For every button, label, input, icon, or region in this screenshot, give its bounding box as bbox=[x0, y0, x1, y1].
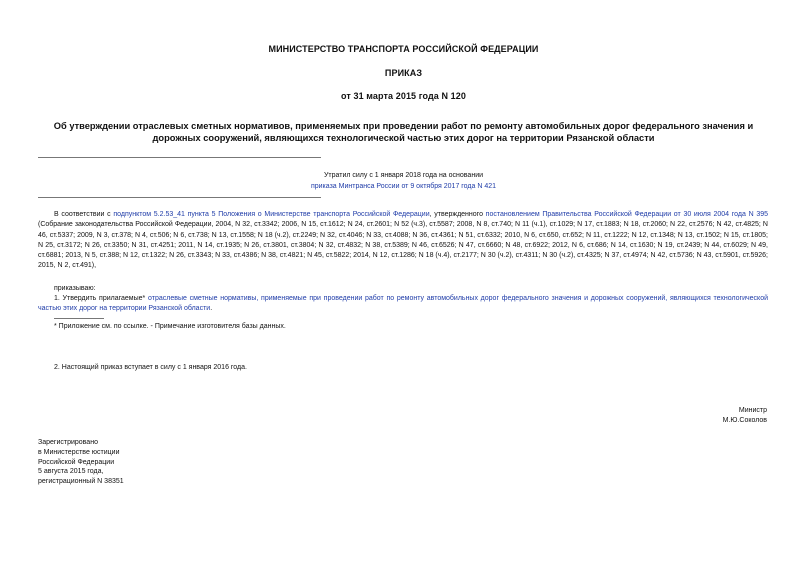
preamble-intro: В соответствии с bbox=[54, 211, 114, 218]
ministry-heading: МИНИСТЕРСТВО ТРАНСПОРТА РОССИЙСКОЙ ФЕДЕРАЦИИ bbox=[268, 44, 539, 54]
lost-force-text: Утратил силу с 1 января 2018 года на основании bbox=[323, 172, 484, 179]
signature-block bbox=[723, 406, 767, 426]
norms-link[interactable]: отраслевые сметные нормативы, применяемые при проведении работ по ремонту автомобильных дорог федерального значения и дорожных сооружений, являющихся технологической частью этих дорог на территории Рязанской области bbox=[38, 295, 769, 313]
divider-bottom bbox=[38, 197, 321, 198]
lost-force-note bbox=[0, 170, 807, 192]
regulation-link[interactable]: подпунктом 5.2.53_41 пункта 5 Положения о Министерстве транспорта Российской Федерации bbox=[113, 211, 430, 218]
registration-line: в Министерстве юстиции bbox=[38, 448, 120, 456]
registration-line: регистрационный N 38351 bbox=[38, 478, 124, 486]
footnote-divider bbox=[54, 318, 104, 319]
preamble-paragraph bbox=[38, 210, 768, 272]
registration-line: Зарегистрировано bbox=[38, 439, 98, 446]
registration-line: Российской Федерации bbox=[38, 458, 115, 466]
lost-force-link[interactable]: приказа Минтранса России от 9 октября 2017 года N 421 bbox=[310, 183, 497, 190]
item-1-tail: . bbox=[210, 305, 213, 313]
page-title: Об утверждении отраслевых сметных нормативов, применяемых при проведении работ по ремонту автомобильных дорог федерального значения и дорожных сооружений, являющихся технологической частью этих дорог на территории Рязанской области bbox=[53, 121, 754, 143]
order-word: приказываю: bbox=[54, 285, 96, 292]
item-2-paragraph: 2. Настоящий приказ вступает в силу с 1 января 2016 года. bbox=[54, 364, 247, 371]
preamble-mid: , утвержденного bbox=[429, 211, 486, 218]
signer-position: Министр bbox=[738, 407, 767, 414]
government-decree-link[interactable]: постановлением Правительства Российской Федерации от 30 июля 2004 года N 395 bbox=[485, 211, 769, 218]
registration-line: 5 августа 2015 года, bbox=[38, 468, 104, 476]
divider-top bbox=[38, 157, 321, 158]
doc-date-number: от 31 марта 2015 года N 120 bbox=[341, 91, 466, 101]
doc-type-heading: ПРИКАЗ bbox=[384, 68, 423, 78]
preamble-rest: (Собрание законодательства Российской Федерации, 2004, N 32, ст.3342; 2006, N 15, ст.1612; N 24, ст.2601; N 52 (ч.3), ст.5587; 2008, N 8, ст.740; N 11 (ч.1), ст.1029; N 17, ст.1883; N 18, ст.2060; N 22, ст.2576; N 42, ст.4825; N 46, ст.5337; 2009, N 3, ст.378; N 4, ст.506; N 6, ст.738; N 13, ст.1558; N 18 (ч.2), ст.2249; N 32, ст.4046; N 33, ст.4088; N 36, ст.4361; N 51, ст.6332; 2010, N 6, ст.650, ст.652; N 11, ст.1222; N 12, ст.1348; N 13, ст.1502; N 15, ст.1805; N 25, ст.3172; N 26, ст.3350; N 31, ст.4251; 2011, N 14, ст.1935; N 26, ст.3801, ст.3804; N 32, ст.4832; N 38, ст.5389; N 46, ст.6526; N 47, ст.6660; N 48, ст.6922; 2012, N 6, ст.686; N 14, ст.1630; N 19, ст.2439; N 44, ст.6029; N 49, ст.6881; 2013, N 5, ст.388; N 12, ст.1322; N 26, ст.3343; N 33, ст.4386; N 38, ст.4821; N 45, ст.5822; 2014, N 12, ст.1286; N 18 (ч.4), ст.2177; N 30 (ч.2), ст.4311; N 30 (ч.2), ст.4325; N 37, ст.4974; N 42, ст.5736; N 43, ст.5901, ст.5926; 2015, N 2, ст.491), bbox=[38, 221, 768, 270]
item-1-lead: 1. Утвердить прилагаемые* bbox=[54, 295, 146, 302]
signer-name: М.Ю.Соколов bbox=[722, 417, 767, 424]
footnote: * Приложение см. по ссылке. - Примечание изготовителя базы данных. bbox=[54, 323, 286, 330]
registration-block bbox=[38, 438, 124, 487]
item-1-paragraph bbox=[38, 294, 768, 315]
